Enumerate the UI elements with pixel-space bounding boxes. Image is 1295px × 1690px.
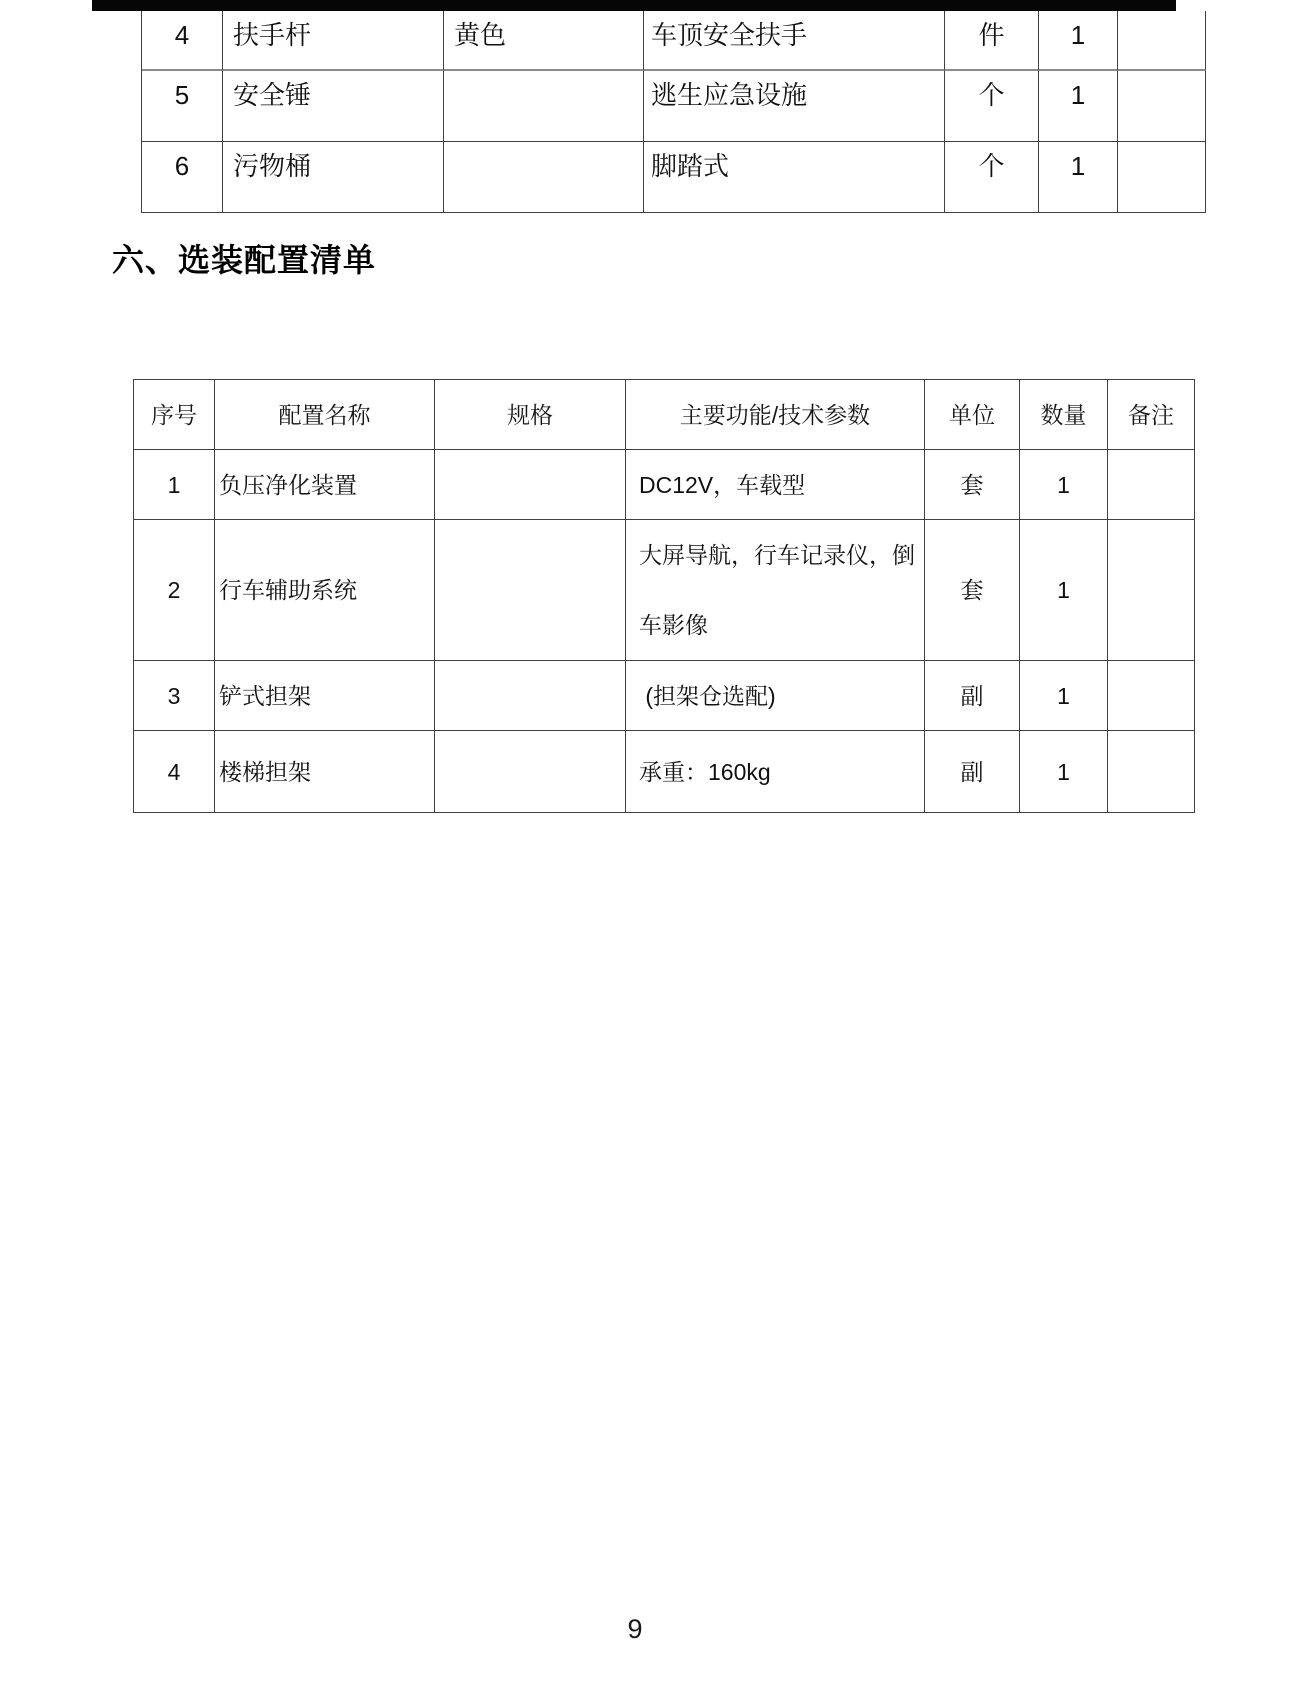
table-cell-no: 1	[134, 450, 215, 520]
table-cell-function: 逃生应急设施	[644, 71, 945, 142]
table-cell-no: 6	[142, 142, 223, 213]
table-cell-note	[1108, 661, 1195, 731]
table-cell-name: 行车辅助系统	[215, 520, 435, 661]
table-cell-no: 3	[134, 661, 215, 731]
table-cell-spec	[435, 520, 626, 661]
table-cell-note	[1108, 520, 1195, 661]
standard-config-table-partial	[141, 11, 1206, 213]
table-cell-note	[1118, 142, 1206, 213]
table-cell-unit: 个	[945, 71, 1039, 142]
section-heading: 六、选装配置清单	[112, 242, 377, 278]
table-cell-qty: 1	[1020, 731, 1108, 813]
table-cell-spec	[444, 142, 644, 213]
table-cell-spec	[435, 450, 626, 520]
table-cell-spec: 黄色	[444, 11, 644, 71]
table-cell-unit: 副	[925, 661, 1020, 731]
table-cell-qty: 1	[1020, 450, 1108, 520]
table-cell-function: 车顶安全扶手	[644, 11, 945, 71]
table-cell-unit: 副	[925, 731, 1020, 813]
table-cell-function: DC12V，车载型	[626, 450, 925, 520]
table-cell-unit: 个	[945, 142, 1039, 213]
table-cell-unit: 件	[945, 11, 1039, 71]
column-header-unit: 单位	[925, 380, 1020, 450]
table-cell-qty: 1	[1039, 11, 1118, 71]
table-cell-function: 承重：160kg	[626, 731, 925, 813]
table-cell-unit: 套	[925, 450, 1020, 520]
table-cell-name: 楼梯担架	[215, 731, 435, 813]
page-number: 9	[627, 1614, 643, 1644]
table-cell-name: 负压净化装置	[215, 450, 435, 520]
column-header-function: 主要功能/技术参数	[626, 380, 925, 450]
clipped-previous-row-bar	[92, 0, 1176, 11]
table-cell-note	[1118, 71, 1206, 142]
table-cell-spec	[435, 731, 626, 813]
table-cell-note	[1108, 731, 1195, 813]
table-cell-no: 2	[134, 520, 215, 661]
table-cell-function: 大屏导航，行车记录仪，倒车影像	[626, 520, 925, 661]
table-cell-qty: 1	[1039, 142, 1118, 213]
table-cell-spec	[435, 661, 626, 731]
table-cell-qty: 1	[1020, 661, 1108, 731]
table-cell-name: 污物桶	[223, 142, 444, 213]
table-cell-no: 4	[134, 731, 215, 813]
table-cell-note	[1108, 450, 1195, 520]
table-cell-spec	[444, 71, 644, 142]
table-cell-no: 4	[142, 11, 223, 71]
column-header-no: 序号	[134, 380, 215, 450]
table-cell-function: (担架仓选配)	[626, 661, 925, 731]
table-cell-name: 扶手杆	[223, 11, 444, 71]
table-cell-function: 脚踏式	[644, 142, 945, 213]
column-header-name: 配置名称	[215, 380, 435, 450]
table-cell-no: 5	[142, 71, 223, 142]
column-header-note: 备注	[1108, 380, 1195, 450]
table-cell-name: 铲式担架	[215, 661, 435, 731]
table-cell-note	[1118, 11, 1206, 71]
table-cell-qty: 1	[1020, 520, 1108, 661]
column-header-qty: 数量	[1020, 380, 1108, 450]
table-cell-unit: 套	[925, 520, 1020, 661]
table-cell-name: 安全锤	[223, 71, 444, 142]
optional-config-table	[133, 379, 1195, 813]
table-cell-qty: 1	[1039, 71, 1118, 142]
column-header-spec: 规格	[435, 380, 626, 450]
